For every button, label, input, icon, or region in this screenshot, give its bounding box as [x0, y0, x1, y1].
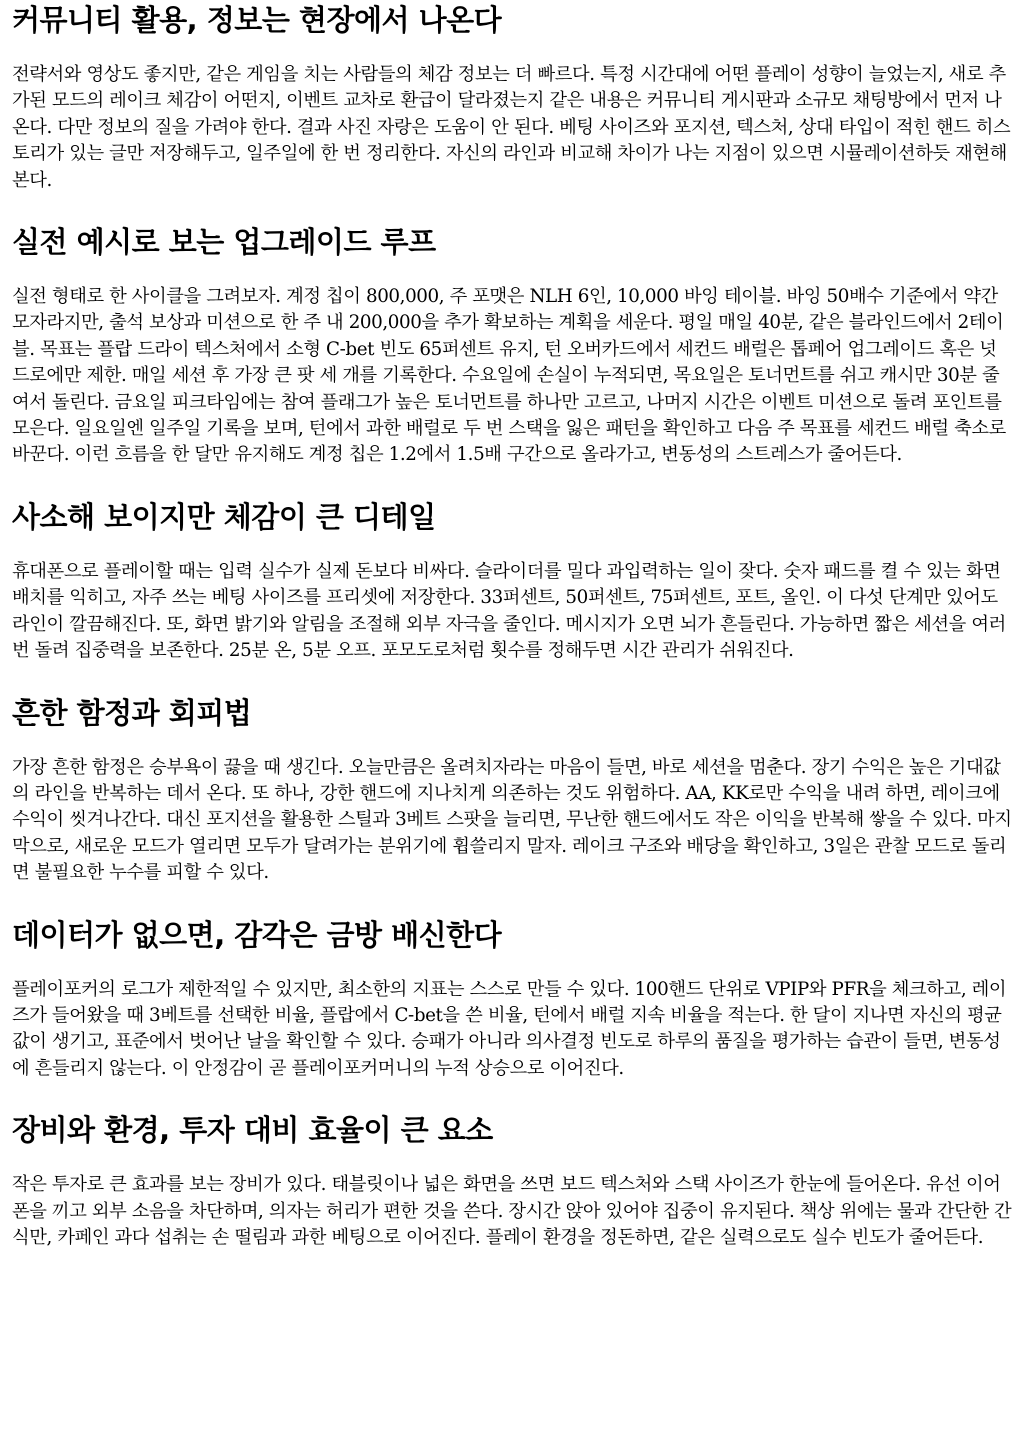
section-paragraph: 가장 흔한 함정은 승부욕이 끓을 때 생긴다. 오늘만큼은 올려치자라는 마음이 들면, 바로 세션을 멈춘다. 장기 수익은 높은 기대값의 라인을 반복하는 데서 온다. 또 하나, 강한 핸드에 지나치게 의존하는 것도 위험하다. AA, KK로만 수익을 내려 하면, 레이크에 수익이 씻겨나간다. 대신 포지션을 활용한 스틸과 3베트 스팟을 늘리면, 무난한 핸드에서도 작은 이익을 반복해 쌓을 수 있다. 마지막으로, 새로운 모드가 열리면 모두가 달려가는 분위기에 휩쓸리지 말자. 레이크 구조와 배당을 확인하고, 3일은 관찰 모드로 돌리면 불필요한 누수를 피할 수 있다. [12, 756, 1012, 884]
section-heading: 흔한 함정과 회피법 [12, 695, 252, 730]
section-paragraph: 플레이포커의 로그가 제한적일 수 있지만, 최소한의 지표는 스스로 만들 수 있다. 100핸드 단위로 VPIP와 PFR을 체크하고, 레이즈가 들어왔을 때 3베트를 선택한 비율, 플랍에서 C-bet을 쓴 비율, 턴에서 배럴 지속 비율을 적는다. 한 달이 지나면 자신의 평균값이 생기고, 표준에서 벗어난 날을 확인할 수 있다. 승패가 아니라 의사결정 빈도로 하루의 품질을 평가하는 습관이 들면, 변동성에 흔들리지 않는다. 이 안정감이 곧 플레이포커머니의 누적 상승으로 이어진다. [12, 978, 1007, 1079]
section-paragraph: 작은 투자로 큰 효과를 보는 장비가 있다. 태블릿이나 넓은 화면을 쓰면 보드 텍스처와 스택 사이즈가 한눈에 들어온다. 유선 이어폰을 끼고 외부 소음을 차단하며, 의자는 허리가 편한 것을 쓴다. 장시간 앉아 있어야 집중이 유지된다. 책상 위에는 물과 간단한 간식만, 카페인 과다 섭취는 손 떨림과 과한 베팅으로 이어진다. 플레이 환경을 정돈하면, 같은 실력으로도 실수 빈도가 줄어든다. [12, 1174, 1012, 1248]
section-equipment [12, 1112, 1012, 1251]
section-paragraph: 실전 형태로 한 사이클을 그려보자. 계정 칩이 800,000, 주 포맷은 NLH 6인, 10,000 바잉 테이블. 바잉 50배수 기준에서 약간 모자라지만, 출석 보상과 미션으로 한 주 내 200,000을 추가 확보하는 계획을 세운다. 평일 매일 40분, 같은 블라인드에서 2테이블. 목표는 플랍 드라이 텍스처에서 소형 C-bet 빈도 65퍼센트 유지, 턴 오버카드에서 세컨드 배럴은 톱페어 업그레이드 혹은 넛드로에만 제한. 매일 세션 후 가장 큰 팟 세 개를 기록한다. 수요일에 손실이 누적되면, 목요일은 토너먼트를 쉬고 캐시만 30분 줄여서 돌린다. 금요일 피크타임에는 참여 플래그가 높은 토너먼트를 하나만 고르고, 나머지 시간은 이벤트 미션으로 돌려 포인트를 모은다. 일요일엔 일주일 기록을 보며, 턴에서 과한 배럴로 두 번 스택을 잃은 패턴을 확인하고 다음 주 목표를 세컨드 배럴 축소로 바꾼다. 이런 흐름을 한 달만 유지해도 계정 칩은 1.2에서 1.5배 구간으로 올라가고, 변동성의 스트레스가 줄어든다. [12, 286, 1006, 466]
section-details [12, 499, 1012, 665]
section-heading: 사소해 보이지만 체감이 큰 디테일 [12, 499, 436, 534]
section-pitfalls [12, 695, 1012, 887]
section-paragraph: 전략서와 영상도 좋지만, 같은 게임을 치는 사람들의 체감 정보는 더 빠르다. 특정 시간대에 어떤 플레이 성향이 늘었는지, 새로 추가된 모드의 레이크 체감이 어떤지, 이벤트 교차로 환급이 달라졌는지 같은 내용은 커뮤니티 게시판과 소규모 채팅방에서 먼저 나온다. 다만 정보의 질을 가려야 한다. 결과 사진 자랑은 도움이 안 된다. 베팅 사이즈와 포지션, 텍스처, 상대 타입이 적힌 핸드 히스토리가 있는 글만 저장해두고, 일주일에 한 번 정리한다. 자신의 라인과 비교해 차이가 나는 지점이 있으면 시뮬레이션하듯 재현해본다. [12, 64, 1011, 191]
section-data [12, 917, 1012, 1083]
article [0, 2, 1024, 1251]
section-paragraph: 휴대폰으로 플레이할 때는 입력 실수가 실제 돈보다 비싸다. 슬라이더를 밀다 과입력하는 일이 잦다. 숫자 패드를 켤 수 있는 화면 배치를 익히고, 자주 쓰는 베팅 사이즈를 프리셋에 저장한다. 33퍼센트, 50퍼센트, 75퍼센트, 포트, 올인. 이 다섯 단계만 있어도 라인이 깔끔해진다. 또, 화면 밝기와 알림을 조절해 외부 자극을 줄인다. 메시지가 오면 뇌가 흔들린다. 가능하면 짧은 세션을 여러 번 돌려 집중력을 보존한다. 25분 온, 5분 오프. 포모도로처럼 횟수를 정해두면 시간 관리가 쉬워진다. [12, 560, 1006, 662]
section-community [12, 2, 1012, 194]
section-heading: 커뮤니티 활용, 정보는 현장에서 나온다 [12, 3, 502, 37]
section-upgrade-loop [12, 224, 1012, 469]
section-heading: 장비와 환경, 투자 대비 효율이 큰 요소 [12, 1113, 493, 1148]
section-heading: 실전 예시로 보는 업그레이드 루프 [12, 225, 436, 260]
section-heading: 데이터가 없으면, 감각은 금방 배신한다 [12, 917, 502, 952]
